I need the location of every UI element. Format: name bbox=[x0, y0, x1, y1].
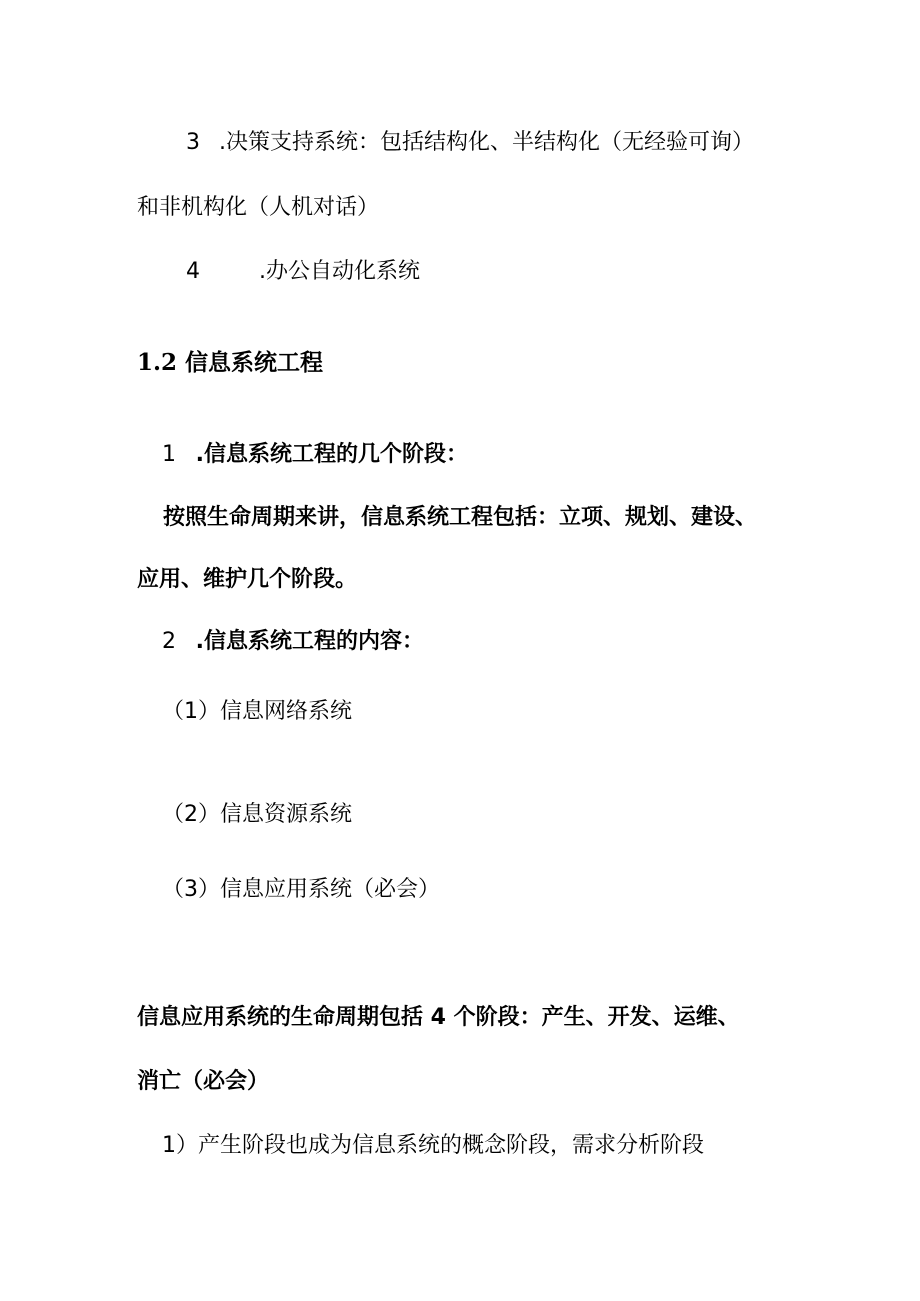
item3-text: .决策支持系统：包括结构化、半结构化（无经验可询） bbox=[219, 130, 754, 155]
item3-number: 3 bbox=[186, 130, 200, 155]
sub1-line bbox=[162, 440, 468, 470]
sub1-body-line1: 按照生命周期来讲，信息系统工程包括：立项、规划、建设、 bbox=[163, 505, 758, 530]
sub1-body-line2: 应用、维护几个阶段。 bbox=[137, 567, 358, 592]
item3-line1 bbox=[186, 128, 754, 158]
sub2-number: 2 bbox=[162, 629, 176, 654]
content-item-1: （1）信息网络系统 bbox=[162, 699, 352, 724]
sub2-line bbox=[162, 627, 424, 657]
lifecycle-line1: 信息应用系统的生命周期包括 4 个阶段：产生、开发、运维、 bbox=[137, 1005, 740, 1030]
item4-text: .办公自动化系统 bbox=[259, 259, 420, 284]
item4-number: 4 bbox=[186, 259, 200, 284]
sub1-number: 1 bbox=[162, 442, 176, 467]
sub1-text: .信息系统工程的几个阶段： bbox=[195, 442, 469, 467]
lifecycle-line2: 消亡（必会） bbox=[137, 1069, 270, 1094]
item4-line bbox=[186, 257, 420, 287]
content-item-2: （2）信息资源系统 bbox=[162, 802, 352, 827]
phase1-line: 1）产生阶段也成为信息系统的概念阶段，需求分析阶段 bbox=[162, 1133, 704, 1158]
content-item-3: （3）信息应用系统（必会） bbox=[162, 877, 440, 902]
item3-line2: 和非机构化（人机对话） bbox=[137, 195, 380, 220]
section-heading: 1.2 信息系统工程 bbox=[137, 349, 324, 376]
sub2-text: .信息系统工程的内容： bbox=[195, 629, 425, 654]
